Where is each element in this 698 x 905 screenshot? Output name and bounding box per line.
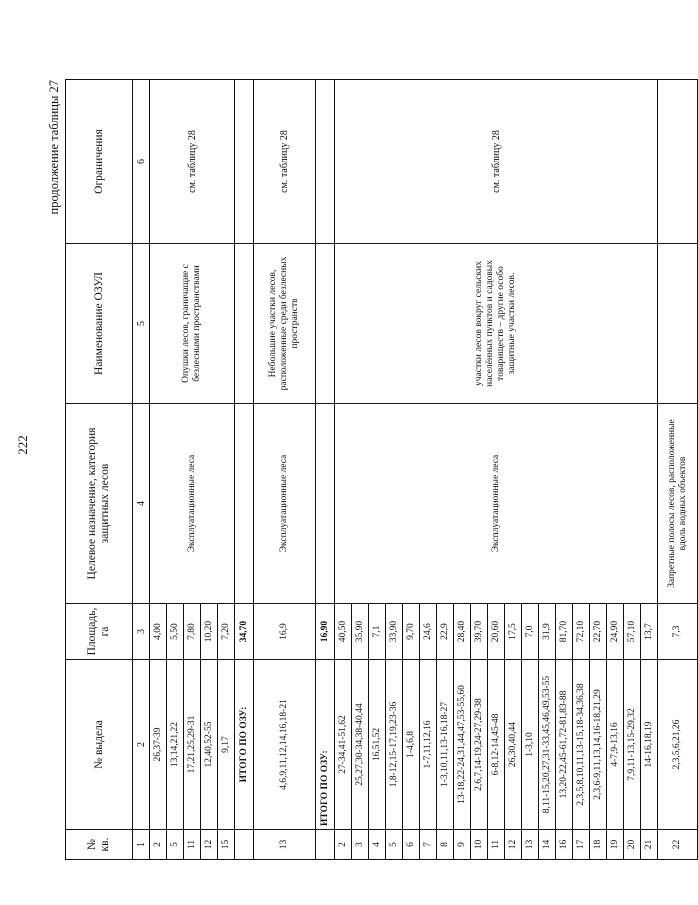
- vydel-cell: 2,3,5,6,21,26: [658, 660, 698, 830]
- area-cell: 39,70: [471, 604, 488, 660]
- column-number: 1: [133, 830, 150, 860]
- vydel-cell: 8,11-15,20,27,31-33,45,46,49,53-55: [539, 660, 556, 830]
- kv-cell: 4: [369, 830, 386, 860]
- rotated-page-content: [47, 80, 688, 860]
- kv-cell: 7: [420, 830, 437, 860]
- kv-cell: 17: [573, 830, 590, 860]
- header-cell: № кв.: [66, 830, 133, 860]
- header-row: [66, 80, 133, 860]
- vydel-cell: 13-18,22-24,31,44,47,53-55,60: [454, 660, 471, 830]
- kv-cell: 22: [658, 830, 698, 860]
- vydel-cell: 6-8,12-14,45-48: [488, 660, 505, 830]
- vydel-cell: 7,9,11-13,15-29,32: [624, 660, 641, 830]
- vydel-cell: 2,3,6-9,11,13,14,16-18,21,29: [590, 660, 607, 830]
- area-cell: 28,40: [454, 604, 471, 660]
- area-cell: 40,50: [335, 604, 352, 660]
- column-number: 6: [133, 80, 150, 244]
- header-cell: № выдела: [66, 660, 133, 830]
- page-number: 222: [15, 435, 30, 455]
- limitation-cell: см. таблицу 28: [150, 80, 235, 244]
- vydel-cell: 14-16,18,19: [641, 660, 658, 830]
- kv-cell: 16: [556, 830, 573, 860]
- vydel-cell: 12,40,52-55: [201, 660, 218, 830]
- table-row: [254, 80, 316, 860]
- kv-cell: 2: [150, 830, 167, 860]
- area-cell: 31,9: [539, 604, 556, 660]
- kv-cell: 6: [403, 830, 420, 860]
- limitation-cell: см. таблицу 28: [254, 80, 316, 244]
- area-cell: 13,7: [641, 604, 658, 660]
- purpose-cell: Эксплуатационные леса: [335, 404, 658, 604]
- ozul-cell: Небольшие участки лесов, расположенные среди безлесных пространств: [254, 244, 316, 404]
- area-cell: 16,9: [254, 604, 316, 660]
- column-number: 5: [133, 244, 150, 404]
- total-value: 34,70: [235, 604, 254, 660]
- kv-cell: 13: [522, 830, 539, 860]
- kv-cell: 11: [184, 830, 201, 860]
- area-cell: 22,70: [590, 604, 607, 660]
- header-cell: Ограничения: [66, 80, 133, 244]
- vydel-cell: 26,37-39: [150, 660, 167, 830]
- vydel-cell: 1-3,10: [522, 660, 539, 830]
- vydel-cell: 17,21,25,29-31: [184, 660, 201, 830]
- vydel-cell: 1,8-12,15-17,19,23-36: [386, 660, 403, 830]
- area-cell: 20,60: [488, 604, 505, 660]
- vydel-cell: 2,3,5,8,10,11,13-15,18-34,36,38: [573, 660, 590, 830]
- ozul-cell: участки лесов вокруг сельских населённых пунктов и садовых товариществ – другие особо защитные участки лесов.: [335, 244, 658, 404]
- area-cell: 7,1: [369, 604, 386, 660]
- vydel-cell: 4,6,9,11,12,14,16,18-21: [254, 660, 316, 830]
- continuation-caption: продолжение таблицы 27: [47, 80, 61, 215]
- area-cell: 72,10: [573, 604, 590, 660]
- table-row: [335, 80, 352, 860]
- kv-cell: 8: [437, 830, 454, 860]
- vydel-cell: 13,20-22,45-61,72-81,83-88: [556, 660, 573, 830]
- vydel-cell: 2,6,7,14-19,24-27,29-38: [471, 660, 488, 830]
- total-label: ИТОГО ПО ОЗУ:: [235, 660, 254, 830]
- kv-cell: 19: [607, 830, 624, 860]
- vydel-cell: 13,14,21,22: [167, 660, 184, 830]
- table-row: [150, 80, 167, 860]
- kv-cell: 13: [254, 830, 316, 860]
- kv-cell: 11: [488, 830, 505, 860]
- vydel-cell: 9,17: [218, 660, 235, 830]
- vydel-cell: 26,30,40,44: [505, 660, 522, 830]
- area-cell: 24,6: [420, 604, 437, 660]
- kv-cell: 20: [624, 830, 641, 860]
- ozul-cell: Опушки лесов, граничащие с безлесными пространствами: [150, 244, 235, 404]
- area-cell: 35,90: [352, 604, 369, 660]
- ozul-table: [65, 79, 698, 860]
- purpose-cell: Эксплуатационные леса: [254, 404, 316, 604]
- area-cell: 7,3: [658, 604, 698, 660]
- column-number: 2: [133, 660, 150, 830]
- vydel-cell: 16,51,52: [369, 660, 386, 830]
- area-cell: 10,20: [201, 604, 218, 660]
- kv-cell: 14: [539, 830, 556, 860]
- vydel-cell: 25,27,30-34,38-40,44: [352, 660, 369, 830]
- area-cell: 7,20: [218, 604, 235, 660]
- table-row: [658, 80, 698, 860]
- total-row: [235, 80, 254, 860]
- kv-cell: 10: [471, 830, 488, 860]
- total-label: ИТОГО ПО ОЗУ:: [316, 660, 335, 830]
- vydel-cell: 1-4,6,8: [403, 660, 420, 830]
- header-cell: Площадь, га: [66, 604, 133, 660]
- kv-cell: 12: [505, 830, 522, 860]
- limitation-cell: см. таблицу 28: [335, 80, 658, 244]
- kv-cell: 9: [454, 830, 471, 860]
- column-number: 4: [133, 404, 150, 604]
- area-cell: 33,90: [386, 604, 403, 660]
- area-cell: 7,80: [184, 604, 201, 660]
- vydel-cell: 1-7,11,12,16: [420, 660, 437, 830]
- area-cell: 5,50: [167, 604, 184, 660]
- kv-cell: 3: [352, 830, 369, 860]
- area-cell: 9,70: [403, 604, 420, 660]
- area-cell: 24,90: [607, 604, 624, 660]
- kv-cell: 2: [335, 830, 352, 860]
- area-cell: 57,10: [624, 604, 641, 660]
- area-cell: 22,9: [437, 604, 454, 660]
- column-number-row: [133, 80, 150, 860]
- total-row: [316, 80, 335, 860]
- kv-cell: 5: [167, 830, 184, 860]
- total-value: 16,90: [316, 604, 335, 660]
- purpose-cell: Эксплуатационные леса: [150, 404, 235, 604]
- vydel-cell: 1-3,10,11,13-16,18-27: [437, 660, 454, 830]
- area-cell: 17,5: [505, 604, 522, 660]
- header-cell: Целевое назначение, категория защитных лесов: [66, 404, 133, 604]
- purpose-cell: Запретные полосы лесов, расположенные вдоль водных объектов: [658, 404, 698, 604]
- kv-cell: 5: [386, 830, 403, 860]
- area-cell: 81,70: [556, 604, 573, 660]
- vydel-cell: 4-7,9-13,16: [607, 660, 624, 830]
- header-cell: Наименование ОЗУЛ: [66, 244, 133, 404]
- kv-cell: 12: [201, 830, 218, 860]
- area-cell: 7,0: [522, 604, 539, 660]
- vydel-cell: 27-34,41-51,62: [335, 660, 352, 830]
- kv-cell: 15: [218, 830, 235, 860]
- kv-cell: 18: [590, 830, 607, 860]
- area-cell: 4,00: [150, 604, 167, 660]
- kv-cell: 21: [641, 830, 658, 860]
- column-number: 3: [133, 604, 150, 660]
